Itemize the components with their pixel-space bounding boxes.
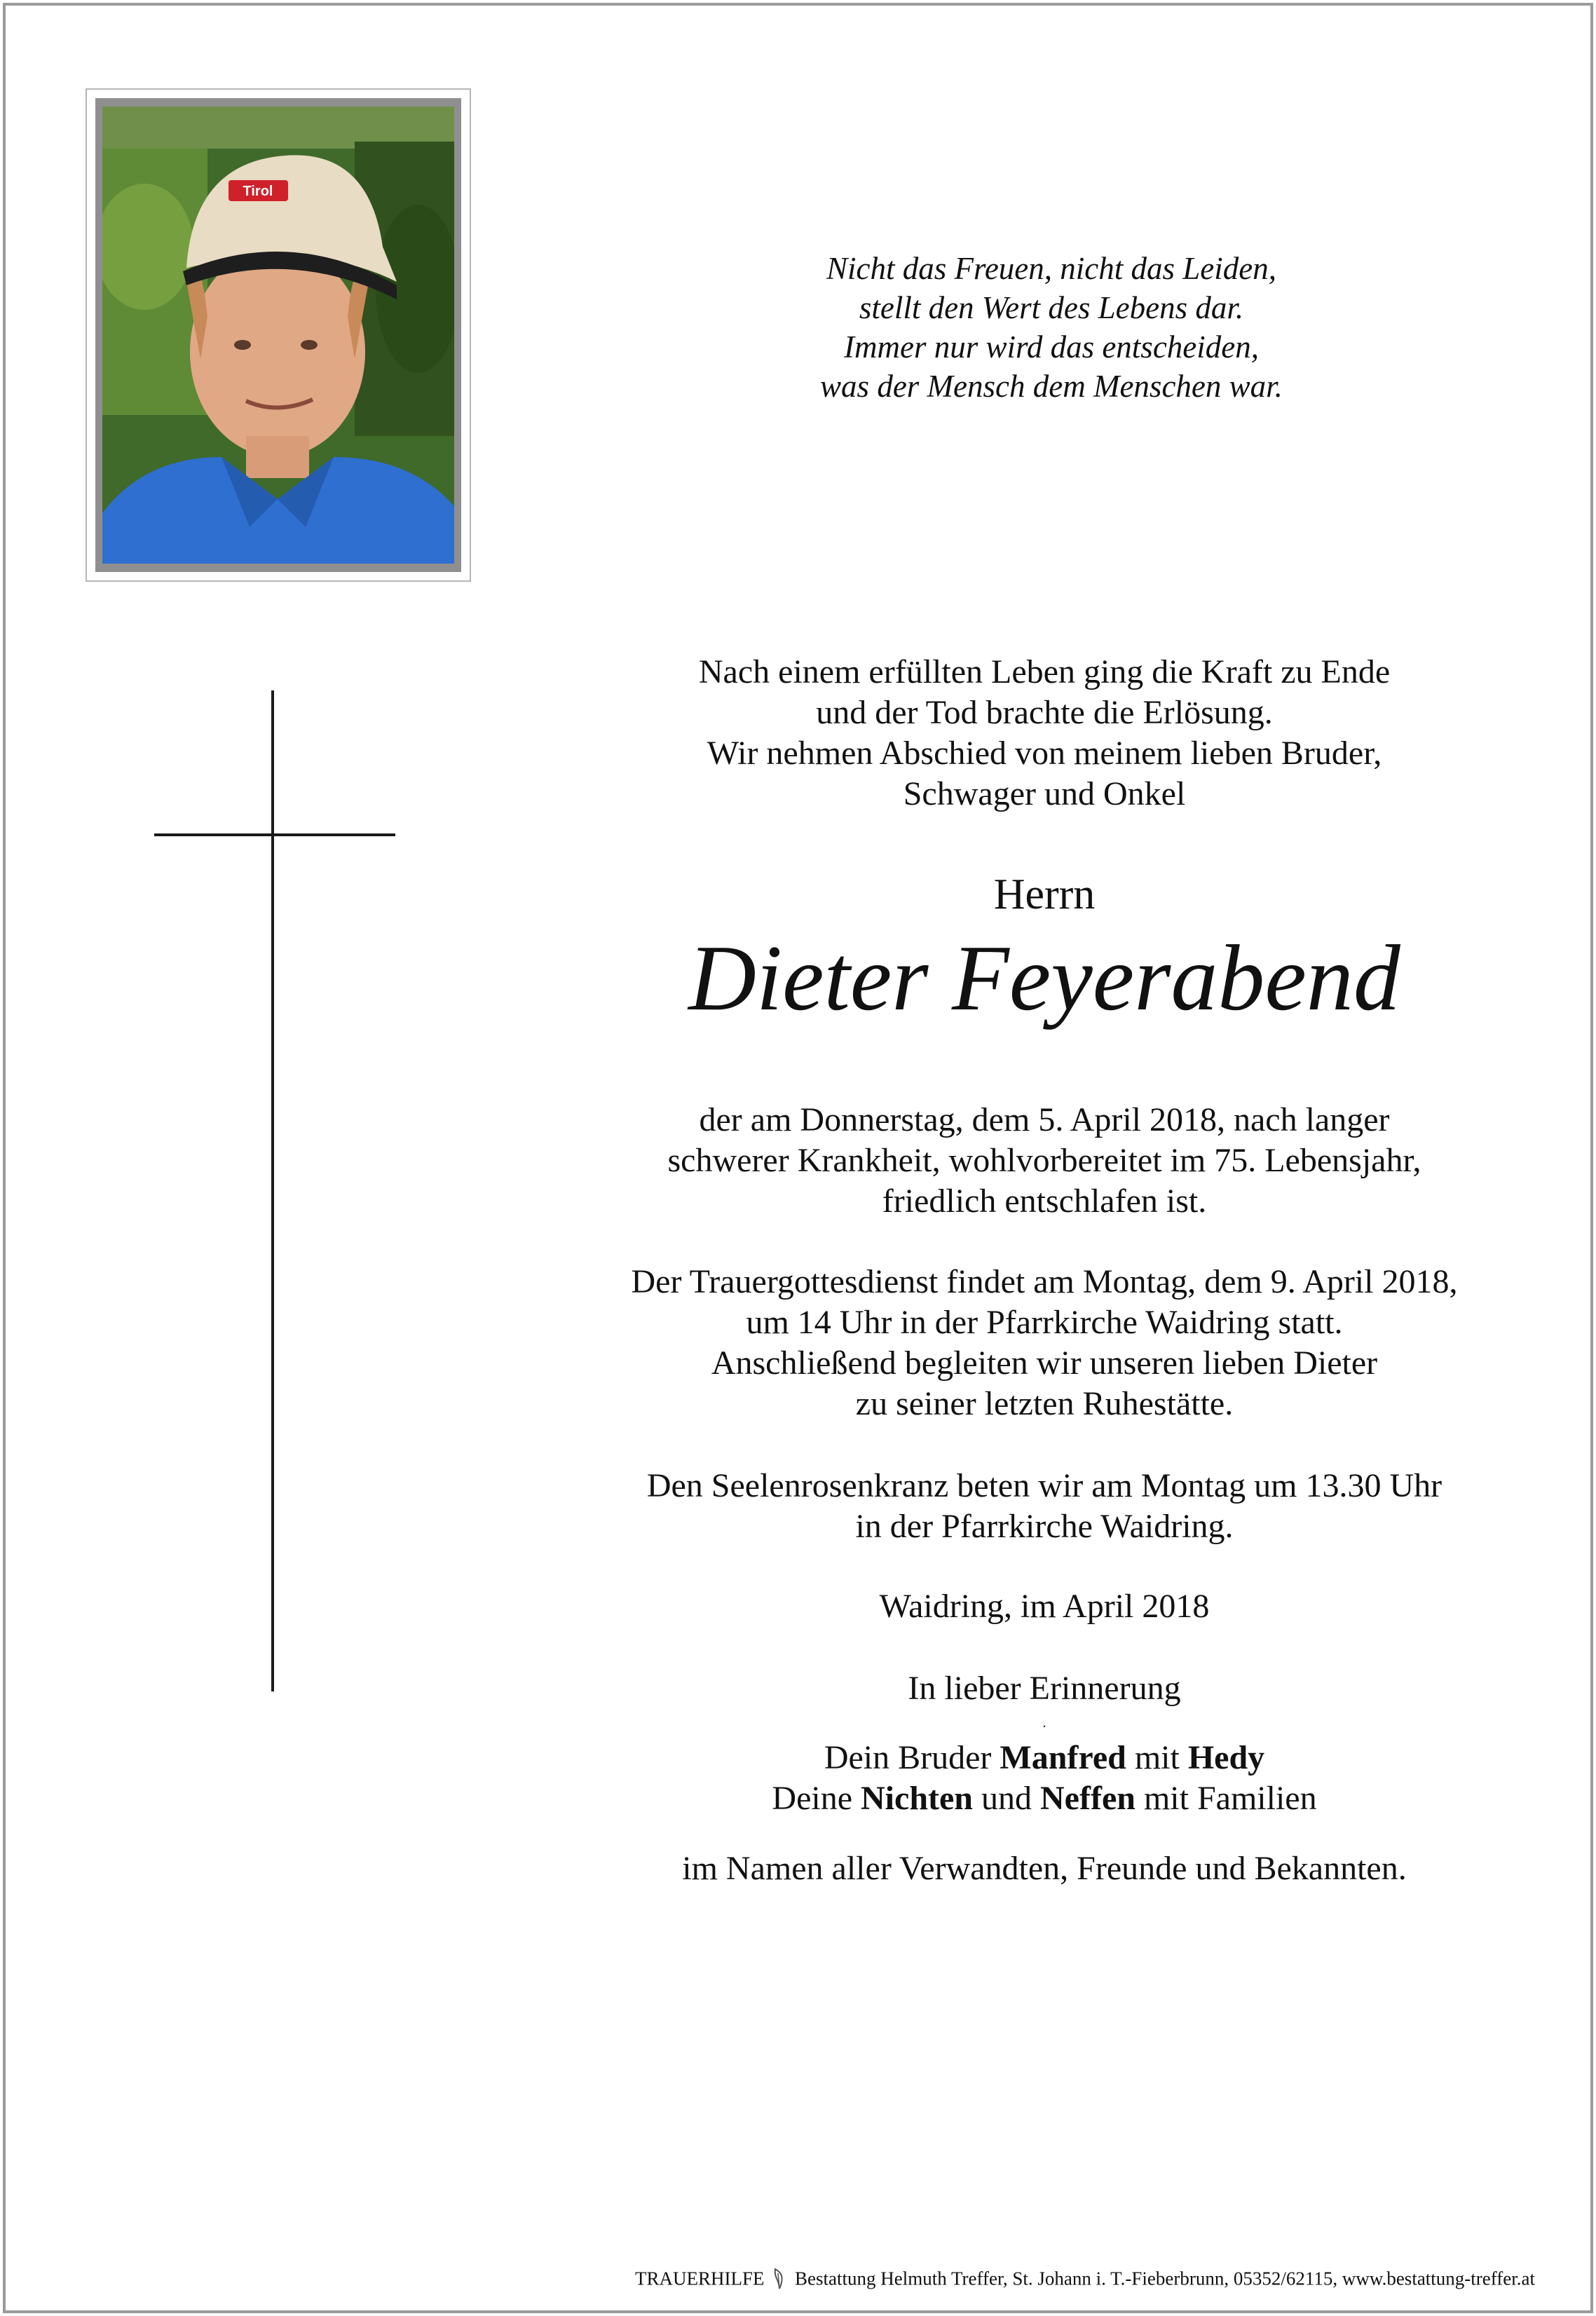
death-notice xyxy=(554,1100,1535,1222)
cross-icon-bar xyxy=(154,833,395,836)
family-line-brother: Dein Bruder Manfred mit Hedy xyxy=(824,1739,1265,1776)
poem-line: Nicht das Freuen, nicht das Leiden, xyxy=(826,251,1276,286)
place-date: Waidring, im April 2018 xyxy=(879,1588,1210,1625)
portrait-mat xyxy=(95,98,461,572)
service-line: Anschließend begleiten wir unseren lieben Dieter xyxy=(711,1344,1378,1382)
intro-line: Wir nehmen Abschied von meinem lieben Bruder, xyxy=(707,735,1382,772)
memorial-poem xyxy=(701,249,1402,406)
service-line: um 14 Uhr in der Pfarrkirche Waidring statt. xyxy=(746,1304,1343,1341)
family-line-nieces: Deine Nichten und Neffen mit Familien xyxy=(772,1780,1317,1817)
intro-text xyxy=(554,652,1535,815)
closing-line: im Namen aller Verwandten, Freunde und Bekannten. xyxy=(682,1850,1407,1887)
cross-icon xyxy=(271,690,274,1691)
intro-line: und der Tod brachte die Erlösung. xyxy=(816,694,1273,731)
portrait-frame xyxy=(86,88,471,582)
remembrance: In lieber Erinnerung xyxy=(908,1670,1181,1707)
poem-line: stellt den Wert des Lebens dar. xyxy=(859,290,1244,325)
rosary xyxy=(554,1466,1535,1547)
family-signature xyxy=(554,1738,1535,1819)
svg-text:Tirol: Tirol xyxy=(243,184,273,199)
salutation: Herrn xyxy=(993,871,1096,918)
deceased-name: Dieter Feyerabend xyxy=(688,926,1400,1030)
death-notice-line: friedlich entschlafen ist. xyxy=(882,1183,1207,1220)
separator-dot: . xyxy=(1042,1715,1046,1731)
service-line: Der Trauergottesdienst findet am Montag, dem 9. April 2018, xyxy=(631,1263,1458,1300)
rosary-line: in der Pfarrkirche Waidring. xyxy=(855,1508,1234,1545)
footer-brand: TRAUERHILFE xyxy=(634,2268,765,2289)
intro-line: Schwager und Onkel xyxy=(903,775,1186,812)
funeral-service xyxy=(554,1262,1535,1424)
funeral-home-footer xyxy=(491,2266,1535,2295)
service-line: zu seiner letzten Ruhestätte. xyxy=(855,1385,1234,1422)
portrait-photo xyxy=(102,107,454,564)
poem-line: Immer nur wird das entscheiden, xyxy=(843,329,1259,365)
intro-line: Nach einem erfüllten Leben ging die Kraft zu Ende xyxy=(698,653,1391,690)
poem-line: was der Mensch dem Menschen war. xyxy=(820,369,1283,404)
death-notice-line: schwerer Krankheit, wohlvorbereitet im 75. Lebensjahr, xyxy=(667,1142,1421,1179)
rosary-line: Den Seelenrosenkranz beten wir am Montag um 13.30 Uhr xyxy=(646,1467,1442,1504)
death-notice-line: der am Donnerstag, dem 5. April 2018, nach langer xyxy=(699,1101,1390,1138)
leaf-icon xyxy=(772,2266,787,2295)
footer-details: Bestattung Helmuth Treffer, St. Johann i. T.-Fieberbrunn, 05352/62115, www.bestattung-treffer.at xyxy=(794,2268,1535,2289)
